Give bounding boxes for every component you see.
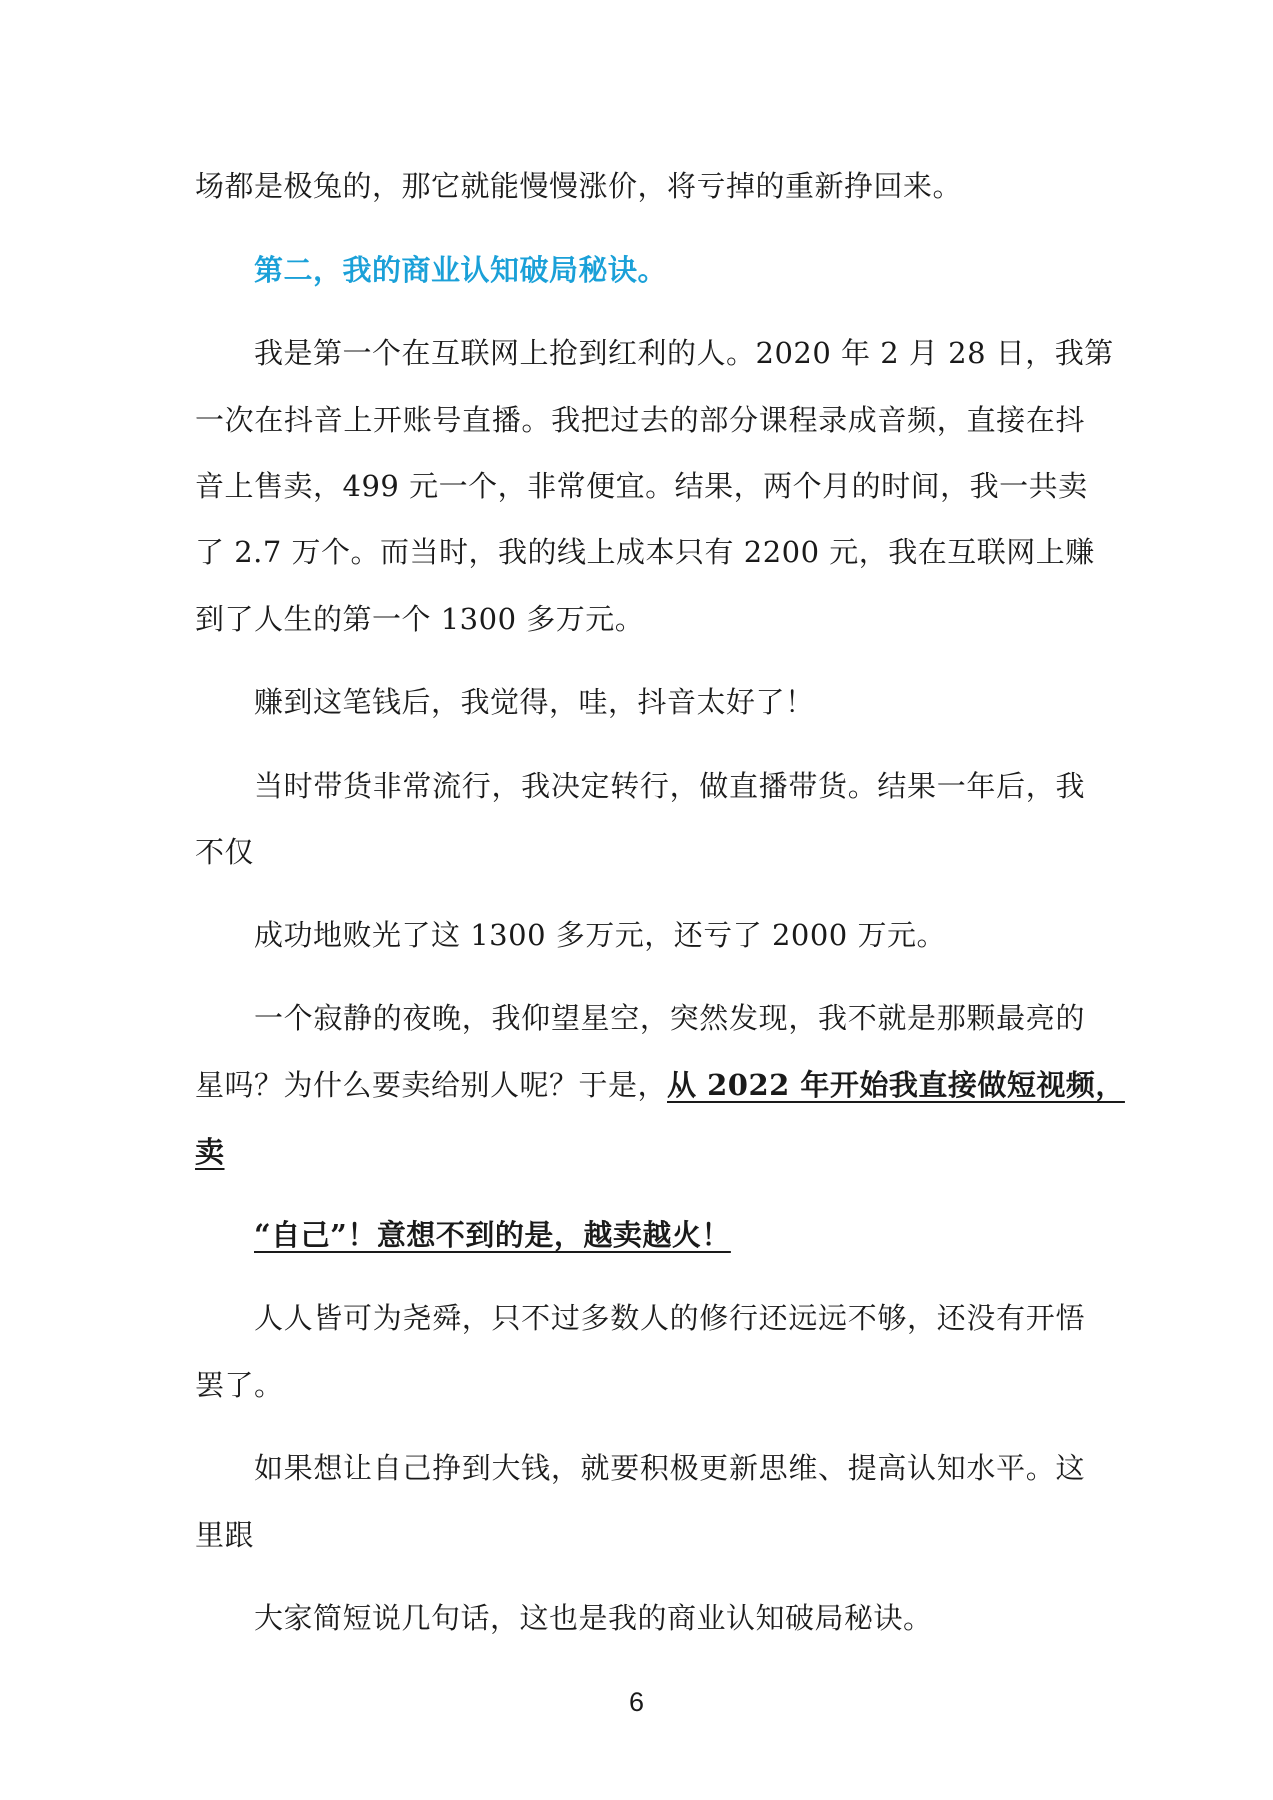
page-number: 6 <box>628 1687 645 1717</box>
paragraph-line: 不仅 <box>195 835 255 869</box>
paragraph-line: 人人皆可为尧舜，只不过多数人的修行还远远不够，还没有开悟 <box>254 1301 1085 1335</box>
paragraph-line: 罢了。 <box>195 1368 284 1402</box>
emphasis-text: 卖 <box>195 1135 225 1169</box>
paragraph-line: 当时带货非常流行，我决定转行，做直播带货。结果一年后，我 <box>254 769 1085 803</box>
paragraph-line <box>195 1065 1125 1105</box>
emphasis-text: “自己”！意想不到的是，越卖越火！ <box>254 1218 731 1252</box>
paragraph-line: 大家简短说几句话，这也是我的商业认知破局秘诀。 <box>254 1601 933 1635</box>
paragraph-line: 我是第一个在互联网上抢到红利的人。2020 年 2 月 28 日，我第 <box>254 336 1114 370</box>
paragraph-line: 音上售卖，499 元一个，非常便宜。结果，两个月的时间，我一共卖 <box>195 469 1088 503</box>
plain-text: 星吗？为什么要卖给别人呢？于是， <box>195 1068 668 1102</box>
emphasis-text: 从 2022 年开始我直接做短视频， <box>667 1068 1125 1102</box>
paragraph-line: 一次在抖音上开账号直播。我把过去的部分课程录成音频，直接在抖 <box>195 403 1085 437</box>
paragraph-line: 里跟 <box>195 1518 255 1552</box>
paragraph-line: 如果想让自己挣到大钱，就要积极更新思维、提高认知水平。这 <box>254 1451 1085 1485</box>
paragraph-line: 了 2.7 万个。而当时，我的线上成本只有 2200 元，我在互联网上赚 <box>195 535 1095 569</box>
paragraph-line: 场都是极兔的，那它就能慢慢涨价，将亏掉的重新挣回来。 <box>195 169 963 203</box>
paragraph-line: 成功地败光了这 1300 多万元，还亏了 2000 万元。 <box>254 918 946 952</box>
paragraph-line: 到了人生的第一个 1300 多万元。 <box>195 602 645 636</box>
section-heading: 第二，我的商业认知破局秘诀。 <box>254 253 668 287</box>
paragraph-line: 赚到这笔钱后，我觉得，哇，抖音太好了！ <box>254 685 815 719</box>
paragraph-line: 一个寂静的夜晚，我仰望星空，突然发现，我不就是那颗最亮的 <box>254 1001 1085 1035</box>
